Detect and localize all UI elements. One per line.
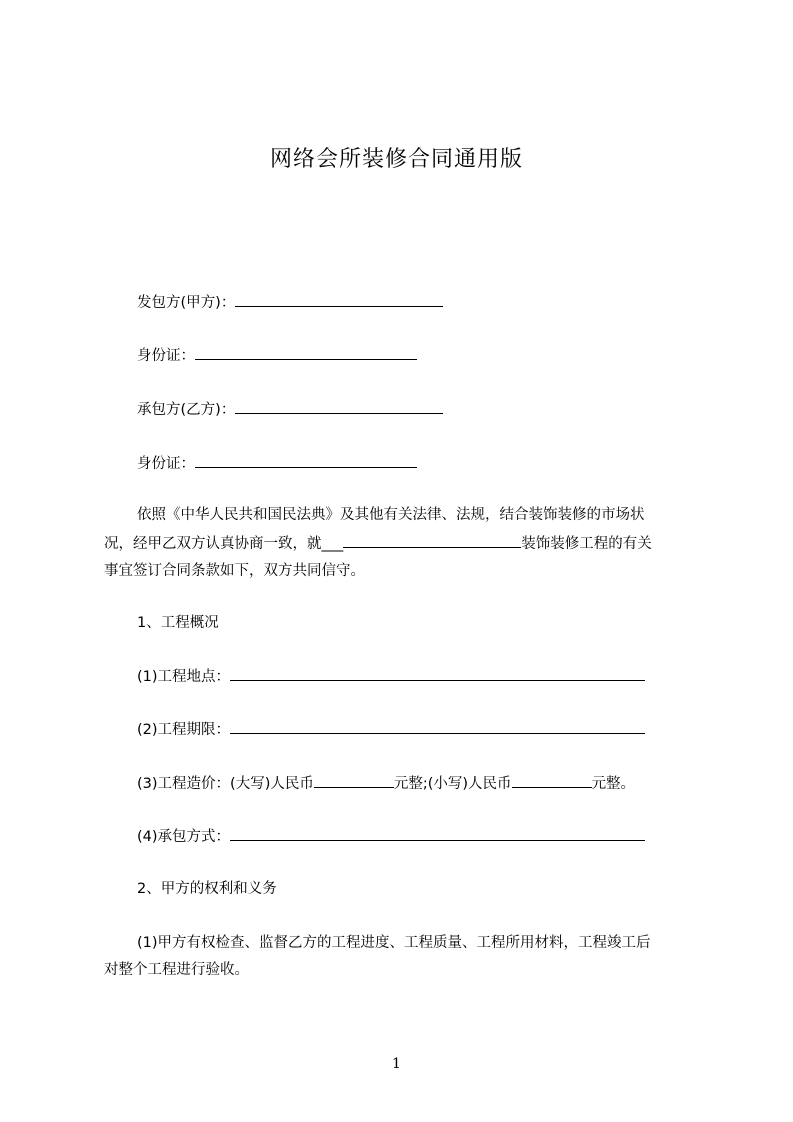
- project-period-line: [137, 719, 645, 740]
- section-2-item-1-line-2: 对整个工程进行验收。: [104, 962, 249, 978]
- cost-uppercase-blank: [314, 773, 394, 788]
- section-2-heading: 2、甲方的权利和义务: [137, 881, 277, 897]
- party-a-id-line: [137, 345, 417, 366]
- party-b-blank: [235, 399, 443, 414]
- project-location-label: (1)工程地点：: [137, 669, 231, 685]
- contract-method-line: [137, 826, 645, 847]
- party-b-line: [137, 399, 443, 420]
- project-location-line: [137, 666, 645, 687]
- project-name-blank: [343, 533, 521, 548]
- party-a-label: 发包方(甲方)：: [137, 295, 236, 311]
- section-2-item-1-line-1: (1)甲方有权检查、监督乙方的工程进度、工程质量、工程所用材料，工程竣工后: [137, 935, 651, 951]
- project-period-label: (2)工程期限：: [137, 722, 231, 738]
- id-label-a: 身份证：: [137, 348, 195, 364]
- contract-method-blank: [230, 826, 645, 841]
- document-title: 网络会所装修合同通用版: [269, 147, 523, 172]
- party-b-label: 承包方(乙方)：: [137, 402, 236, 418]
- intro-line-2-before: 况，经甲乙双方认真协商一致，就___: [104, 536, 344, 552]
- cost-lowercase-blank: [512, 773, 592, 788]
- project-cost-label: (3)工程造价：(大写)人民币: [137, 776, 314, 792]
- project-cost-line: [137, 773, 635, 794]
- project-period-blank: [230, 719, 645, 734]
- party-b-id-line: [137, 453, 417, 474]
- project-cost-middle: 元整;(小写)人民币: [393, 776, 512, 792]
- project-location-blank: [230, 666, 645, 681]
- intro-line-2: [104, 533, 652, 554]
- id-label-b: 身份证：: [137, 456, 195, 472]
- project-cost-end: 元整。: [591, 776, 636, 792]
- party-b-id-blank: [195, 453, 417, 468]
- intro-line-1: 依照《中华人民共和国民法典》及其他有关法律、法规，结合装饰装修的市场状: [137, 507, 645, 523]
- party-a-blank: [235, 292, 443, 307]
- party-a-id-blank: [195, 345, 417, 360]
- page-number: 1: [392, 1056, 401, 1072]
- section-1-heading: 1、工程概况: [137, 615, 219, 631]
- intro-line-3: 事宜签订合同条款如下，双方共同信守。: [104, 563, 365, 579]
- contract-method-label: (4)承包方式：: [137, 829, 231, 845]
- intro-line-2-after: 装饰装修工程的有关: [521, 536, 652, 552]
- party-a-line: [137, 292, 443, 313]
